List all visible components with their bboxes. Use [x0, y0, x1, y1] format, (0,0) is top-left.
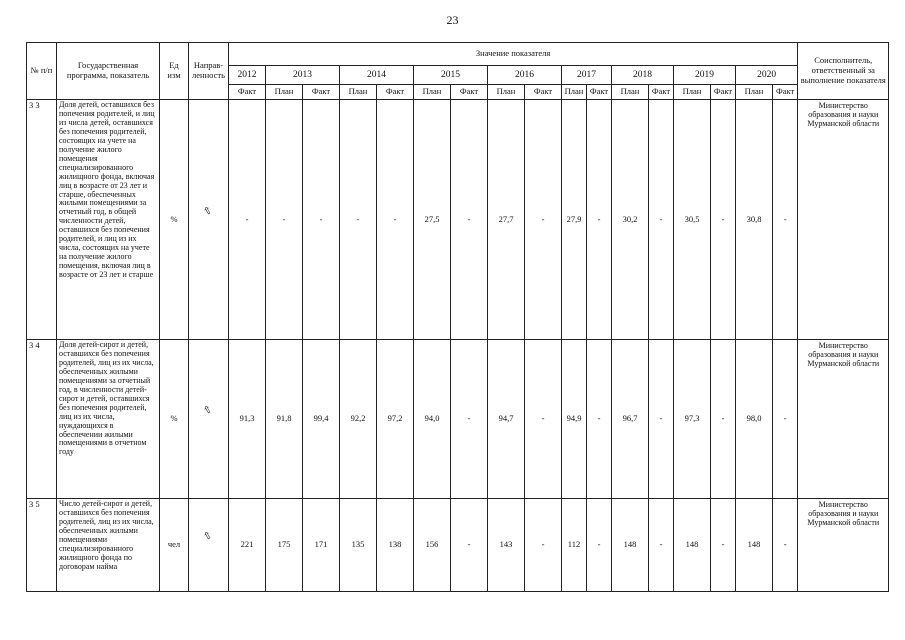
value-cell: 98,0	[736, 340, 773, 499]
subheader-cell: Факт	[377, 85, 414, 100]
year-2016: 2016	[488, 66, 562, 85]
value-cell: -	[711, 499, 736, 592]
table-row	[27, 100, 889, 340]
year-2015: 2015	[414, 66, 488, 85]
year-2018: 2018	[612, 66, 674, 85]
subheader-cell: Факт	[229, 85, 266, 100]
header-unit: Ед изм	[160, 43, 189, 100]
subheader-cell: План	[488, 85, 525, 100]
subheader-cell: Факт	[649, 85, 674, 100]
direction-cell	[189, 340, 229, 499]
year-2020: 2020	[736, 66, 798, 85]
header-executor: Соисполнитель, ответственный за выполнение показателя	[798, 43, 889, 100]
value-cell: 94,0	[414, 340, 451, 499]
value-cell: -	[340, 100, 377, 340]
header-name: Государственная программа, показатель	[57, 43, 160, 100]
page-number: 23	[446, 13, 459, 27]
value-cell: -	[451, 100, 488, 340]
subheader-cell: Факт	[711, 85, 736, 100]
value-cell: 138	[377, 499, 414, 592]
value-cell: 94,9	[562, 340, 587, 499]
table-row	[27, 340, 889, 499]
value-cell: 99,4	[303, 340, 340, 499]
value-cell: 91,8	[266, 340, 303, 499]
indicator-name: Доля детей-сирот и детей, оставшихся без попечения родителей, лиц из их числа, обеспеченных жилыми помещениями за отчетный год, в численности детей-сирот и детей, оставшихся без попечения родителей, лиц из их числа, нуждающихся в обеспечении жилыми помещениями в отчетном году	[57, 340, 160, 499]
subheader-cell: Факт	[303, 85, 340, 100]
indicator-name: Доля детей, оставшихся без попечения родителей, и лиц из числа детей, оставшихся без попечения родителей, состоящих на учете на получение жилого помещения специализированного жилищного фонда, включая лиц в возрасте от 23 лет и старше, обеспеченных жилыми помещениями за отчетный год, в общей численности детей, оставшихся без попечения родителей, и лиц из их числа, состоящих на учете на получение жилого помещения, включая лиц в возрасте от 23 лет и старше	[57, 100, 160, 340]
value-cell: -	[649, 499, 674, 592]
executor-cell: Министерство образования и науки Мурманской области	[798, 100, 889, 340]
row-number: 3 5	[27, 499, 57, 592]
value-cell: 97,2	[377, 340, 414, 499]
value-cell: 94,7	[488, 340, 525, 499]
value-cell: -	[587, 499, 612, 592]
header-values: Значение показателя	[229, 43, 798, 66]
value-cell: -	[525, 100, 562, 340]
value-cell: -	[587, 100, 612, 340]
value-cell: 112	[562, 499, 587, 592]
value-cell: 148	[674, 499, 711, 592]
executor-cell: Министерство образования и науки Мурманской области	[798, 499, 889, 592]
value-cell: -	[525, 340, 562, 499]
subheader-cell: План	[562, 85, 587, 100]
year-2012: 2012	[229, 66, 266, 85]
value-cell: -	[451, 499, 488, 592]
value-cell: 175	[266, 499, 303, 592]
subheader-cell: План	[612, 85, 649, 100]
unit-cell: %	[160, 100, 189, 340]
arrow-up-icon: ⇧	[201, 204, 215, 219]
value-cell: -	[451, 340, 488, 499]
value-cell: 30,2	[612, 100, 649, 340]
value-cell: 27,5	[414, 100, 451, 340]
subheader-cell: План	[266, 85, 303, 100]
year-2013: 2013	[266, 66, 340, 85]
arrow-up-icon: ⇧	[201, 403, 215, 418]
arrow-up-icon: ⇧	[201, 529, 215, 544]
header-direction: Направ-ленность	[189, 43, 229, 100]
subheader-cell: Факт	[451, 85, 488, 100]
row-number: 3 4	[27, 340, 57, 499]
row-number: 3 3	[27, 100, 57, 340]
direction-cell	[189, 100, 229, 340]
value-cell: -	[525, 499, 562, 592]
indicator-table	[26, 42, 889, 592]
value-cell: 143	[488, 499, 525, 592]
value-cell: -	[229, 100, 266, 340]
value-cell: 27,7	[488, 100, 525, 340]
value-cell: 148	[612, 499, 649, 592]
value-cell: -	[303, 100, 340, 340]
subheader-cell: Факт	[587, 85, 612, 100]
table-row	[27, 499, 889, 592]
year-2014: 2014	[340, 66, 414, 85]
value-cell: 30,8	[736, 100, 773, 340]
value-cell: 156	[414, 499, 451, 592]
value-cell: 96,7	[612, 340, 649, 499]
year-2019: 2019	[674, 66, 736, 85]
subheader-cell: План	[736, 85, 773, 100]
value-cell: 30,5	[674, 100, 711, 340]
direction-cell	[189, 499, 229, 592]
value-cell: 148	[736, 499, 773, 592]
value-cell: -	[377, 100, 414, 340]
value-cell: -	[587, 340, 612, 499]
value-cell: -	[649, 100, 674, 340]
unit-cell: %	[160, 340, 189, 499]
value-cell: 91,3	[229, 340, 266, 499]
value-cell: -	[266, 100, 303, 340]
value-cell: -	[711, 100, 736, 340]
value-cell: 27,9	[562, 100, 587, 340]
value-cell: 92,2	[340, 340, 377, 499]
executor-cell: Министерство образования и науки Мурманской области	[798, 340, 889, 499]
value-cell: 135	[340, 499, 377, 592]
year-2017: 2017	[562, 66, 612, 85]
subheader-cell: План	[340, 85, 377, 100]
subheader-cell: Факт	[525, 85, 562, 100]
header-no: № п/п	[27, 43, 57, 100]
value-cell: 171	[303, 499, 340, 592]
value-cell: -	[711, 340, 736, 499]
subheader-cell: План	[674, 85, 711, 100]
value-cell: -	[773, 340, 798, 499]
value-cell: -	[773, 499, 798, 592]
value-cell: -	[649, 340, 674, 499]
value-cell: 221	[229, 499, 266, 592]
subheader-cell: Факт	[773, 85, 798, 100]
unit-cell: чел	[160, 499, 189, 592]
indicator-name: Число детей-сирот и детей, оставшихся без попечения родителей, лиц из их числа, обеспеченных жилыми помещениями специализированного жилищного фонда по договорам найма	[57, 499, 160, 592]
value-cell: 97,3	[674, 340, 711, 499]
subheader-cell: План	[414, 85, 451, 100]
table-header	[27, 43, 889, 100]
value-cell: -	[773, 100, 798, 340]
